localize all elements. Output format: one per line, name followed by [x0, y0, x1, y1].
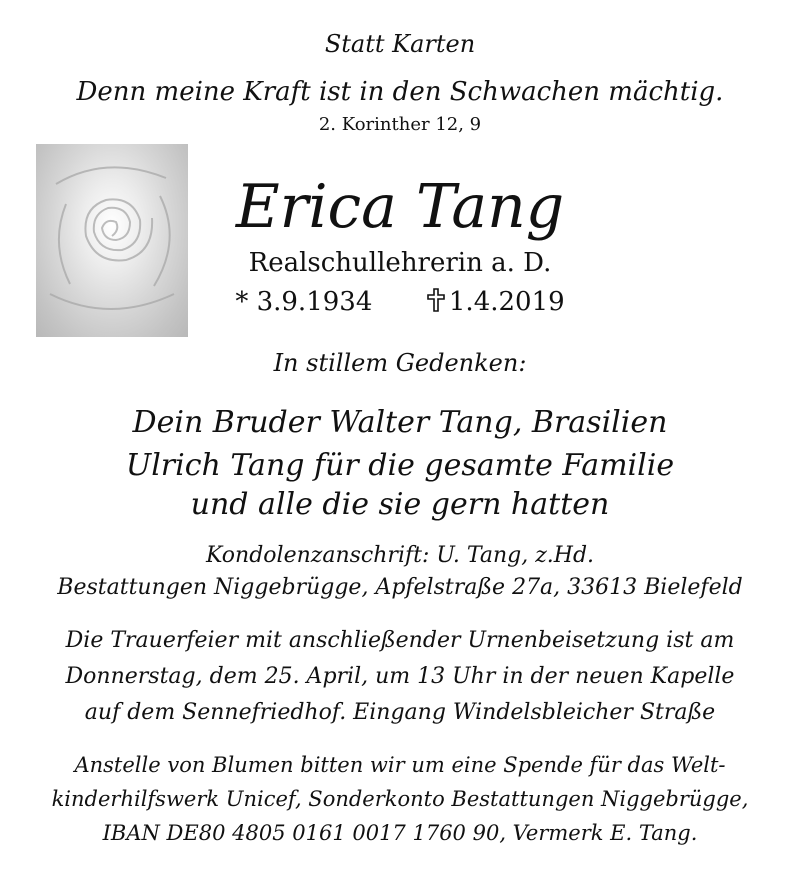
verse-reference: 2. Korinther 12, 9 [318, 114, 482, 135]
mourner-line: Dein Bruder Walter Tang, Brasilien [132, 405, 668, 440]
condolence-line: Kondolenzanschrift: U. Tang, z.Hd. [205, 543, 595, 568]
memorial-heading: In stillem Gedenken: [273, 349, 527, 377]
deceased-title: Realschullehrerin a. D. [248, 248, 552, 278]
death-date: 1.4.2019 [448, 287, 565, 317]
mourner-line: Ulrich Tang für die gesamte Familie [125, 448, 675, 483]
life-dates [0, 287, 800, 319]
intro-text: Statt Karten [324, 30, 476, 58]
mourner-line: und alle die sie gern hatten [190, 487, 610, 522]
ceremony-line: Donnerstag, dem 25. April, um 13 Uhr in der neuen Kapelle [65, 664, 735, 689]
ceremony-line: Die Trauerfeier mit anschließender Urnenbeisetzung ist am [65, 628, 735, 653]
bible-verse: Denn meine Kraft ist in den Schwachen mächtig. [76, 77, 724, 107]
cross-icon [427, 288, 445, 319]
condolence-line: Bestattungen Niggebrügge, Apfelstraße 27a, 33613 Bielefeld [57, 575, 743, 600]
ceremony-line: auf dem Sennefriedhof. Eingang Windelsbleicher Straße [84, 700, 716, 725]
donation-line: kinderhilfswerk Unicef, Sonderkonto Bestattungen Niggebrügge, [51, 787, 749, 811]
birth-date: * 3.9.1934 [235, 287, 373, 317]
donation-line: Anstelle von Blumen bitten wir um eine Spende für das Welt- [74, 753, 726, 777]
deceased-name: Erica Tang [235, 172, 565, 242]
donation-line: IBAN DE80 4805 0161 0017 1760 90, Vermerk E. Tang. [102, 821, 698, 845]
